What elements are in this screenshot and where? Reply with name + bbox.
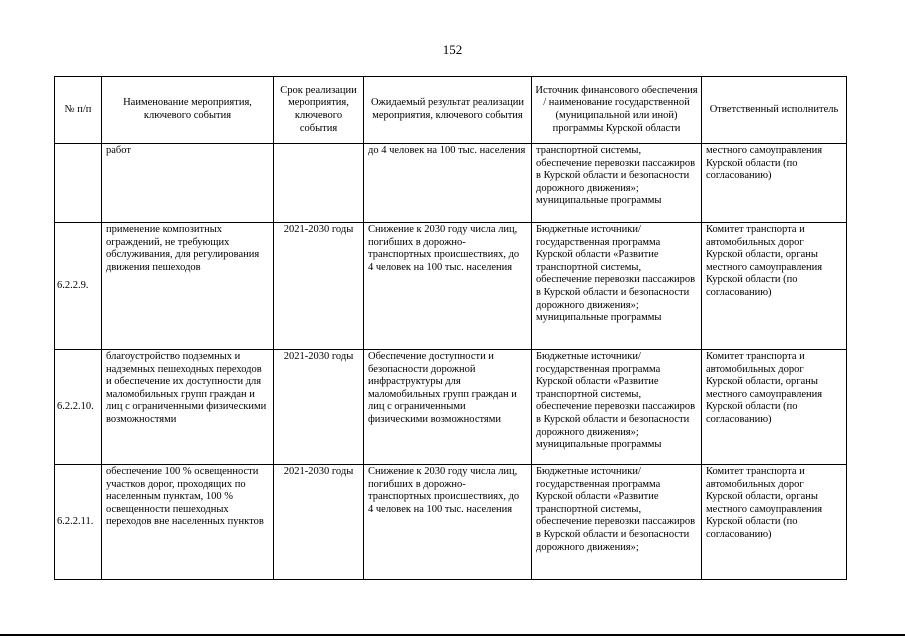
cell-result-text: Снижение к 2030 году числа лиц, погибших в дорожно-транспортных происшествиях, до 4 человек на 100 тыс. населения <box>368 224 520 273</box>
cell-term-text <box>278 145 359 221</box>
cell-source <box>532 465 702 580</box>
cell-source <box>532 350 702 465</box>
cell-term <box>274 350 364 465</box>
cell-name <box>102 223 274 350</box>
cell-name <box>102 144 274 223</box>
cell-executor-text: Комитет транспорта и автомобильных дорог Курской области, органы местного самоуправления Курской области (по согласованию) <box>706 466 823 540</box>
table-row <box>55 350 847 465</box>
page-number: 152 <box>442 42 463 57</box>
cell-term-text: 2021-2030 годы <box>283 351 354 362</box>
cell-num: 6.2.2.9. <box>55 223 102 350</box>
cell-name <box>102 465 274 580</box>
cell-num: 6.2.2.11. <box>55 465 102 580</box>
header-term: Срок реализации мероприятия, ключевого события <box>274 77 364 144</box>
cell-executor-text: местного самоуправления Курской области (по согласованию) <box>706 145 823 182</box>
page-bottom-rule <box>0 634 905 636</box>
cell-result-text: Снижение к 2030 году числа лиц, погибших в дорожно-транспортных происшествиях, до 4 человек на 100 тыс. населения <box>368 466 520 515</box>
cell-source-text: транспортной системы, обеспечение перевозки пассажиров в Курской области и безопасности дорожного движения»; муниципальные программы <box>536 145 696 207</box>
cell-term-text: 2021-2030 годы <box>283 466 354 477</box>
cell-term-text: 2021-2030 годы <box>283 224 354 235</box>
cell-result <box>364 350 532 465</box>
cell-source-text: Бюджетные источники/ государственная программа Курской области «Развитие транспортной системы, обеспечение перевозки пассажиров в Курской области и безопасности дорожного движения»; <box>536 466 696 553</box>
cell-result-text: до 4 человек на 100 тыс. населения <box>368 145 526 156</box>
cell-executor-text: Комитет транспорта и автомобильных дорог Курской области, органы местного самоуправления Курской области (по согласованию) <box>706 351 823 425</box>
cell-source-text: Бюджетные источники/ государственная программа Курской области «Развитие транспортной системы, обеспечение перевозки пассажиров в Курской области и безопасности дорожного движения»; муниципальные программы <box>536 351 696 451</box>
cell-result <box>364 144 532 223</box>
cell-num <box>55 144 102 223</box>
header-result: Ожидаемый результат реализации мероприятия, ключевого события <box>364 77 532 144</box>
header-name: Наименование мероприятия, ключевого события <box>102 77 274 144</box>
cell-name-text: применение композитных ограждений, не требующих обслуживания, для регулирования движения пешеходов <box>106 224 260 273</box>
cell-source <box>532 144 702 223</box>
table-header-row <box>55 77 847 144</box>
cell-term <box>274 223 364 350</box>
cell-executor-text: Комитет транспорта и автомобильных дорог Курской области, органы местного самоуправления Курской области (по согласованию) <box>706 224 823 298</box>
table-row <box>55 465 847 580</box>
cell-num: 6.2.2.10. <box>55 350 102 465</box>
header-source: Источник финансового обеспечения / наименование государственной (муниципальной или иной) программы Курской области <box>532 77 702 144</box>
cell-executor <box>702 350 847 465</box>
cell-result-text: Обеспечение доступности и безопасности дорожной инфраструктуры для маломобильных групп граждан и лиц с ограниченными физическими возможностями <box>368 351 517 425</box>
header-executor: Ответственный исполнитель <box>702 77 847 144</box>
cell-executor <box>702 465 847 580</box>
cell-name-text: обеспечение 100 % освещенности участков дорог, проходящих по населенным пунктам, 100 % освещенности пешеходных переходов вне населенных пунктов <box>106 466 264 528</box>
table-row <box>55 144 847 223</box>
cell-name-text: работ <box>106 145 131 156</box>
measures-table <box>54 76 847 580</box>
cell-executor <box>702 144 847 223</box>
cell-name-text: благоустройство подземных и надземных пешеходных переходов и обеспечение их доступности для маломобильных групп граждан и лиц с ограниченными физическими возможностями <box>106 351 267 425</box>
cell-term <box>274 144 364 223</box>
cell-term <box>274 465 364 580</box>
cell-executor <box>702 223 847 350</box>
table-row <box>55 223 847 350</box>
header-num: № п/п <box>55 77 102 144</box>
cell-result <box>364 223 532 350</box>
cell-name <box>102 350 274 465</box>
cell-source <box>532 223 702 350</box>
cell-source-text: Бюджетные источники/ государственная программа Курской области «Развитие транспортной системы, обеспечение перевозки пассажиров в Курской области и безопасности дорожного движения»; муниципальные программы <box>536 224 696 324</box>
cell-result <box>364 465 532 580</box>
